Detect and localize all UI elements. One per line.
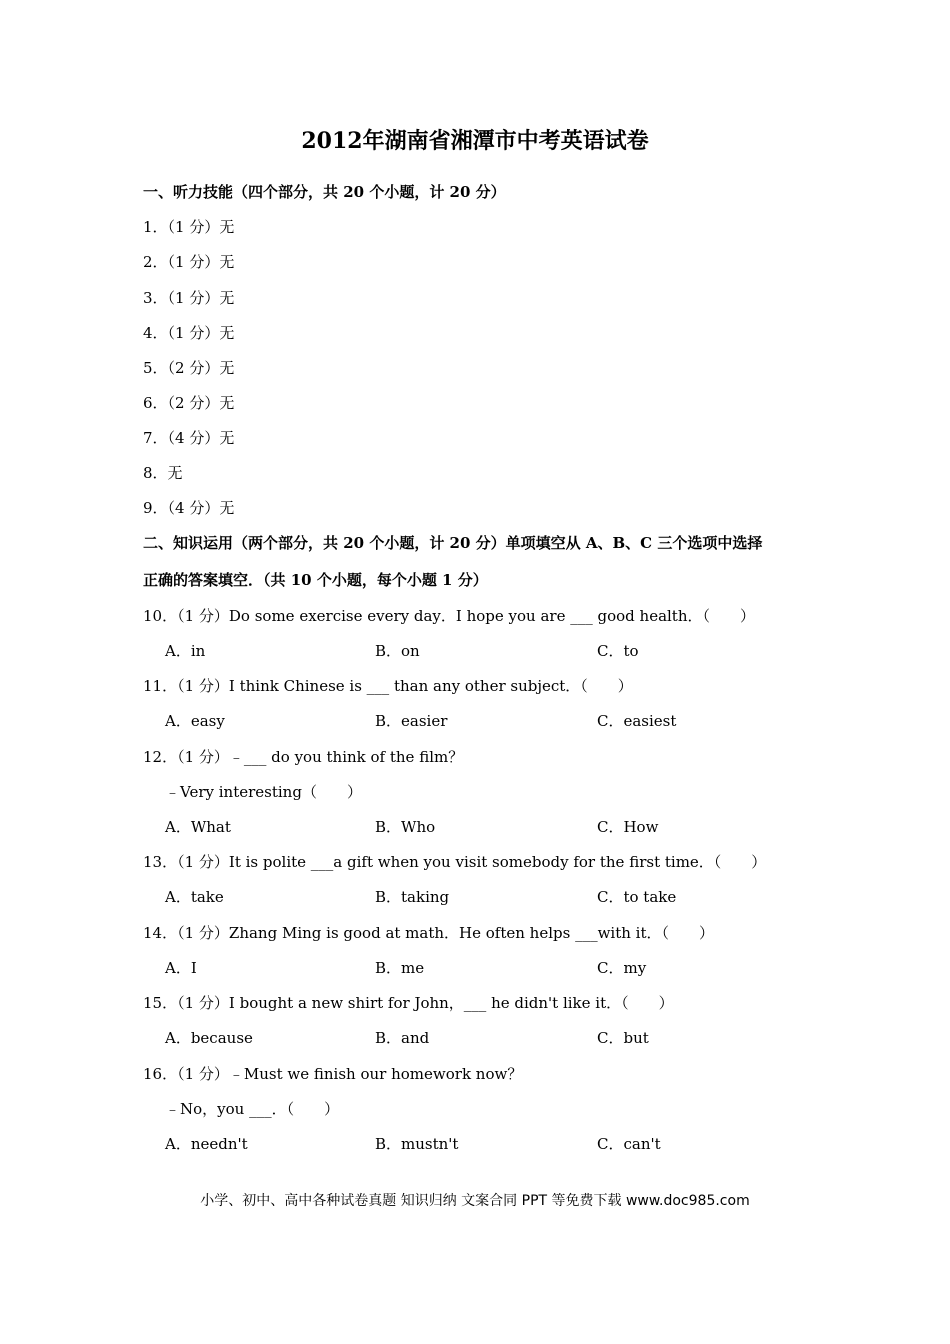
question-15-option-b: B．and — [375, 1029, 430, 1047]
question-16-option-b: B．mustn't — [375, 1135, 459, 1153]
question-12-dialogue: ﹣Very interesting（ ） — [165, 783, 362, 801]
question-12-option-c: C．How — [597, 818, 659, 836]
listening-item-2: 2．（1 分）无 — [143, 253, 235, 271]
question-16-option-a: A．needn't — [165, 1135, 248, 1153]
question-10-option-a: A．in — [165, 642, 206, 660]
question-13-option-a: A．take — [165, 888, 224, 906]
question-16-stem: 16．（1 分）﹣Must we finish our homework now？ — [143, 1065, 523, 1083]
question-14-option-c: C．my — [597, 959, 647, 977]
question-15-option-a: A．because — [165, 1029, 253, 1047]
question-16-dialogue: ﹣No，you ___．（ ） — [165, 1100, 340, 1118]
section-heading-listening: 一、听力技能（四个部分，共 20 个小题，计 20 分） — [143, 183, 506, 201]
question-15-stem: 15．（1 分）I bought a new shirt for John，___ he didn't like it．（ ） — [143, 994, 674, 1012]
question-13-stem: 13．（1 分）It is polite ___a gift when you visit somebody for the first time．（ ） — [143, 853, 767, 871]
question-13-option-c: C．to take — [597, 888, 677, 906]
question-12-option-b: B．Who — [375, 818, 436, 836]
section-heading-knowledge-cont: 正确的答案填空．（共 10 个小题，每个小题 1 分） — [143, 571, 488, 589]
page-title: 2012年湖南省湘潭市中考英语试卷 — [301, 128, 649, 154]
listening-item-5: 5．（2 分）无 — [143, 359, 235, 377]
listening-item-1: 1．（1 分）无 — [143, 218, 235, 236]
question-16-option-c: C．can't — [597, 1135, 661, 1153]
question-11-option-b: B．easier — [375, 712, 448, 730]
question-14-stem: 14．（1 分）Zhang Ming is good at math．He often helps ___with it．（ ） — [143, 924, 714, 942]
listening-item-9: 9．（4 分）无 — [143, 499, 235, 517]
listening-item-3: 3．（1 分）无 — [143, 289, 235, 307]
footer-watermark-text: 小学、初中、高中各种试卷真题 知识归纳 文案合同 PPT 等免费下载 www.doc985.com — [200, 1193, 750, 1209]
question-12-stem: 12．（1 分）﹣___ do you think of the film？ — [143, 748, 464, 766]
question-11-option-a: A．easy — [165, 712, 225, 730]
listening-item-8: 8．无 — [143, 464, 183, 482]
question-11-option-c: C．easiest — [597, 712, 677, 730]
listening-item-6: 6．（2 分）无 — [143, 394, 235, 412]
question-10-stem: 10．（1 分）Do some exercise every day．I hope you are ___ good health．（ ） — [143, 607, 755, 625]
question-10-option-b: B．on — [375, 642, 420, 660]
question-14-option-b: B．me — [375, 959, 425, 977]
question-15-option-c: C．but — [597, 1029, 649, 1047]
listening-item-7: 7．（4 分）无 — [143, 429, 235, 447]
question-10-option-c: C．to — [597, 642, 639, 660]
section-heading-knowledge: 二、知识运用（两个部分，共 20 个小题，计 20 分）单项填空从 A、B、C 三个选项中选择 — [143, 534, 763, 552]
question-11-stem: 11．（1 分）I think Chinese is ___ than any other subject．（ ） — [143, 677, 633, 695]
question-13-option-b: B．taking — [375, 888, 450, 906]
listening-item-4: 4．（1 分）无 — [143, 324, 235, 342]
question-12-option-a: A．What — [165, 818, 231, 836]
question-14-option-a: A．I — [165, 959, 197, 977]
